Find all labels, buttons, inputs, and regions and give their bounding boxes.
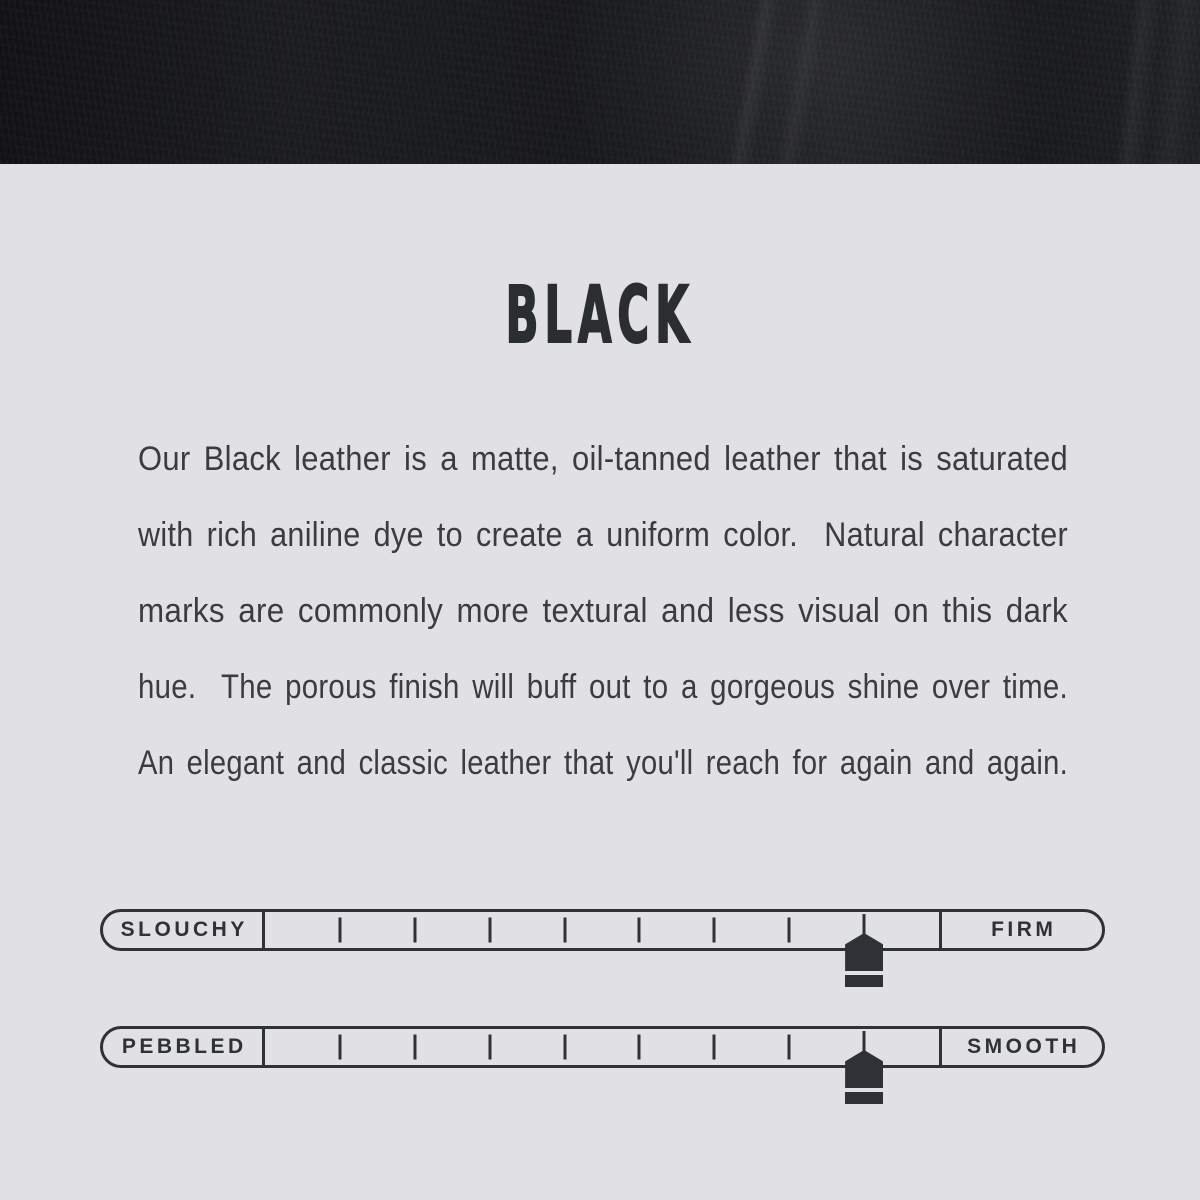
page-title-text: BLACK — [505, 271, 695, 361]
scale-tick — [638, 1035, 641, 1060]
marker-head — [845, 933, 883, 971]
texture-right-label: SMOOTH — [967, 1035, 1081, 1058]
scale-tick — [413, 918, 416, 943]
scale-tick — [713, 1035, 716, 1060]
marker-base — [845, 975, 883, 987]
description-line: An elegant and classic leather that you'll reach for again and again. — [138, 744, 1068, 782]
texture-scale — [100, 1026, 1105, 1068]
scale-tick — [713, 918, 716, 943]
texture-marker — [845, 1029, 883, 1107]
firmness-marker — [845, 912, 883, 990]
scale-tick — [788, 918, 791, 943]
page-title — [0, 271, 1200, 361]
scale-tick — [488, 918, 491, 943]
texture-left-cell — [103, 1029, 265, 1065]
scale-tick — [338, 1035, 341, 1060]
firmness-left-cell — [103, 912, 265, 948]
scale-tick — [563, 1035, 566, 1060]
description-paragraph — [138, 421, 1068, 801]
marker-stem — [863, 1031, 866, 1053]
marker-head — [845, 1050, 883, 1088]
scale-tick — [788, 1035, 791, 1060]
description-line: hue. The porous finish will buff out to a gorgeous shine over time. — [138, 668, 1068, 706]
leather-texture-image — [0, 0, 1200, 164]
texture-right-cell — [939, 1029, 1102, 1065]
firmness-left-label: SLOUCHY — [120, 918, 248, 941]
firmness-scale — [100, 909, 1105, 951]
scale-tick — [413, 1035, 416, 1060]
texture-track — [265, 1029, 939, 1065]
scale-tick — [488, 1035, 491, 1060]
description-line: with rich aniline dye to create a uniform color. Natural character — [138, 516, 1068, 554]
scale-tick — [338, 918, 341, 943]
marker-stem — [863, 914, 866, 936]
description-line: Our Black leather is a matte, oil-tanned leather that is saturated — [138, 440, 1068, 478]
description-line: marks are commonly more textural and less visual on this dark — [138, 592, 1068, 630]
marker-base — [845, 1092, 883, 1104]
firmness-right-label: FIRM — [991, 918, 1057, 941]
firmness-right-cell — [939, 912, 1102, 948]
scale-tick — [563, 918, 566, 943]
texture-left-label: PEBBLED — [121, 1035, 247, 1058]
scale-tick — [638, 918, 641, 943]
firmness-track — [265, 912, 939, 948]
